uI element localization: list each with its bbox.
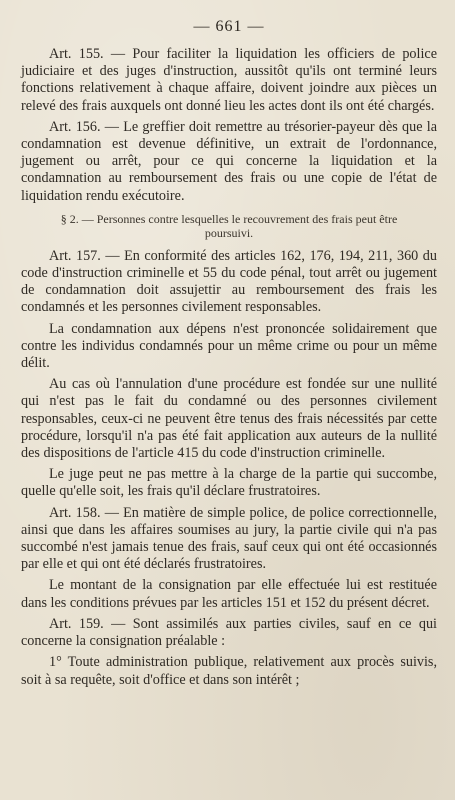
paragraph-solidarity: La condamnation aux dépens n'est prononcée solidairement que contre les individus condamnés pour un même crime ou pour un même délit. (21, 320, 437, 372)
article-155: Art. 155. — Pour faciliter la liquidation les officiers de police judiciaire et des juges d'instruction, aussitôt qu'ils ont terminé leurs fonctions relativement à chaque affaire, doivent joindre aux pièces un relevé des frais auxquels ont donné lieu les actes dont ils ont été chargés. (21, 46, 437, 114)
paragraph-consignation: Le montant de la consignation par elle effectuée lui est restituée dans les conditions prévues par les articles 151 et 152 du présent décret. (21, 577, 437, 611)
paragraph-frustratory: Le juge peut ne pas mettre à la charge de la partie qui succombe, quelle qu'elle soit, les frais qu'il déclare frustratoires. (21, 466, 437, 500)
section-title: — Personnes contre lesquelles le recouvrement des frais peut être poursuivi. (81, 211, 398, 240)
article-156: Art. 156. — Le greffier doit remettre au trésorier-payeur dès que la condamnation est devenue définitive, un extrait de l'ordonnance, jugement ou arrêt, pour ce qui concerne la liquidation et la condamnation au remboursement des frais ou une copie de l'état de liquidation rendu exécutoire. (21, 118, 437, 204)
article-158: Art. 158. — En matière de simple police, de police correctionnelle, ainsi que dans les affaires soumises au jury, la partie civile qui n'a pas succombé n'est jamais tenue des frais, sauf ceux qui ont été occasionnés par elle et qui ont été déclarés frustratoires. (21, 504, 437, 573)
section-heading (21, 212, 437, 240)
paragraph-item-1: 1° Toute administration publique, relativement aux procès suivis, soit à sa requête, soit d'office et dans son intérêt ; (21, 654, 437, 688)
paragraph-annulment: Au cas où l'annulation d'une procédure est fondée sur une nullité qui n'est pas le fait du condamné ou des personnes civilement responsables, ceux-ci ne peuvent être tenus des frais nécessités par cette procédure, lorsqu'il n'a pas été fait application aux auteurs de la nullité des dispositions de l'article 415 du code d'instruction criminelle. (21, 376, 437, 462)
article-159: Art. 159. — Sont assimilés aux parties civiles, sauf en ce qui concerne la consignation préalable : (21, 615, 437, 650)
page-number: — 661 — (193, 18, 265, 35)
section-number: § 2. (60, 211, 79, 226)
article-157: Art. 157. — En conformité des articles 162, 176, 194, 211, 360 du code d'instruction criminelle et 55 du code pénal, tout arrêt ou jugement de condamnation doit assujettir au remboursement des frais les condamnés et les personnes civilement responsables. (21, 247, 437, 316)
